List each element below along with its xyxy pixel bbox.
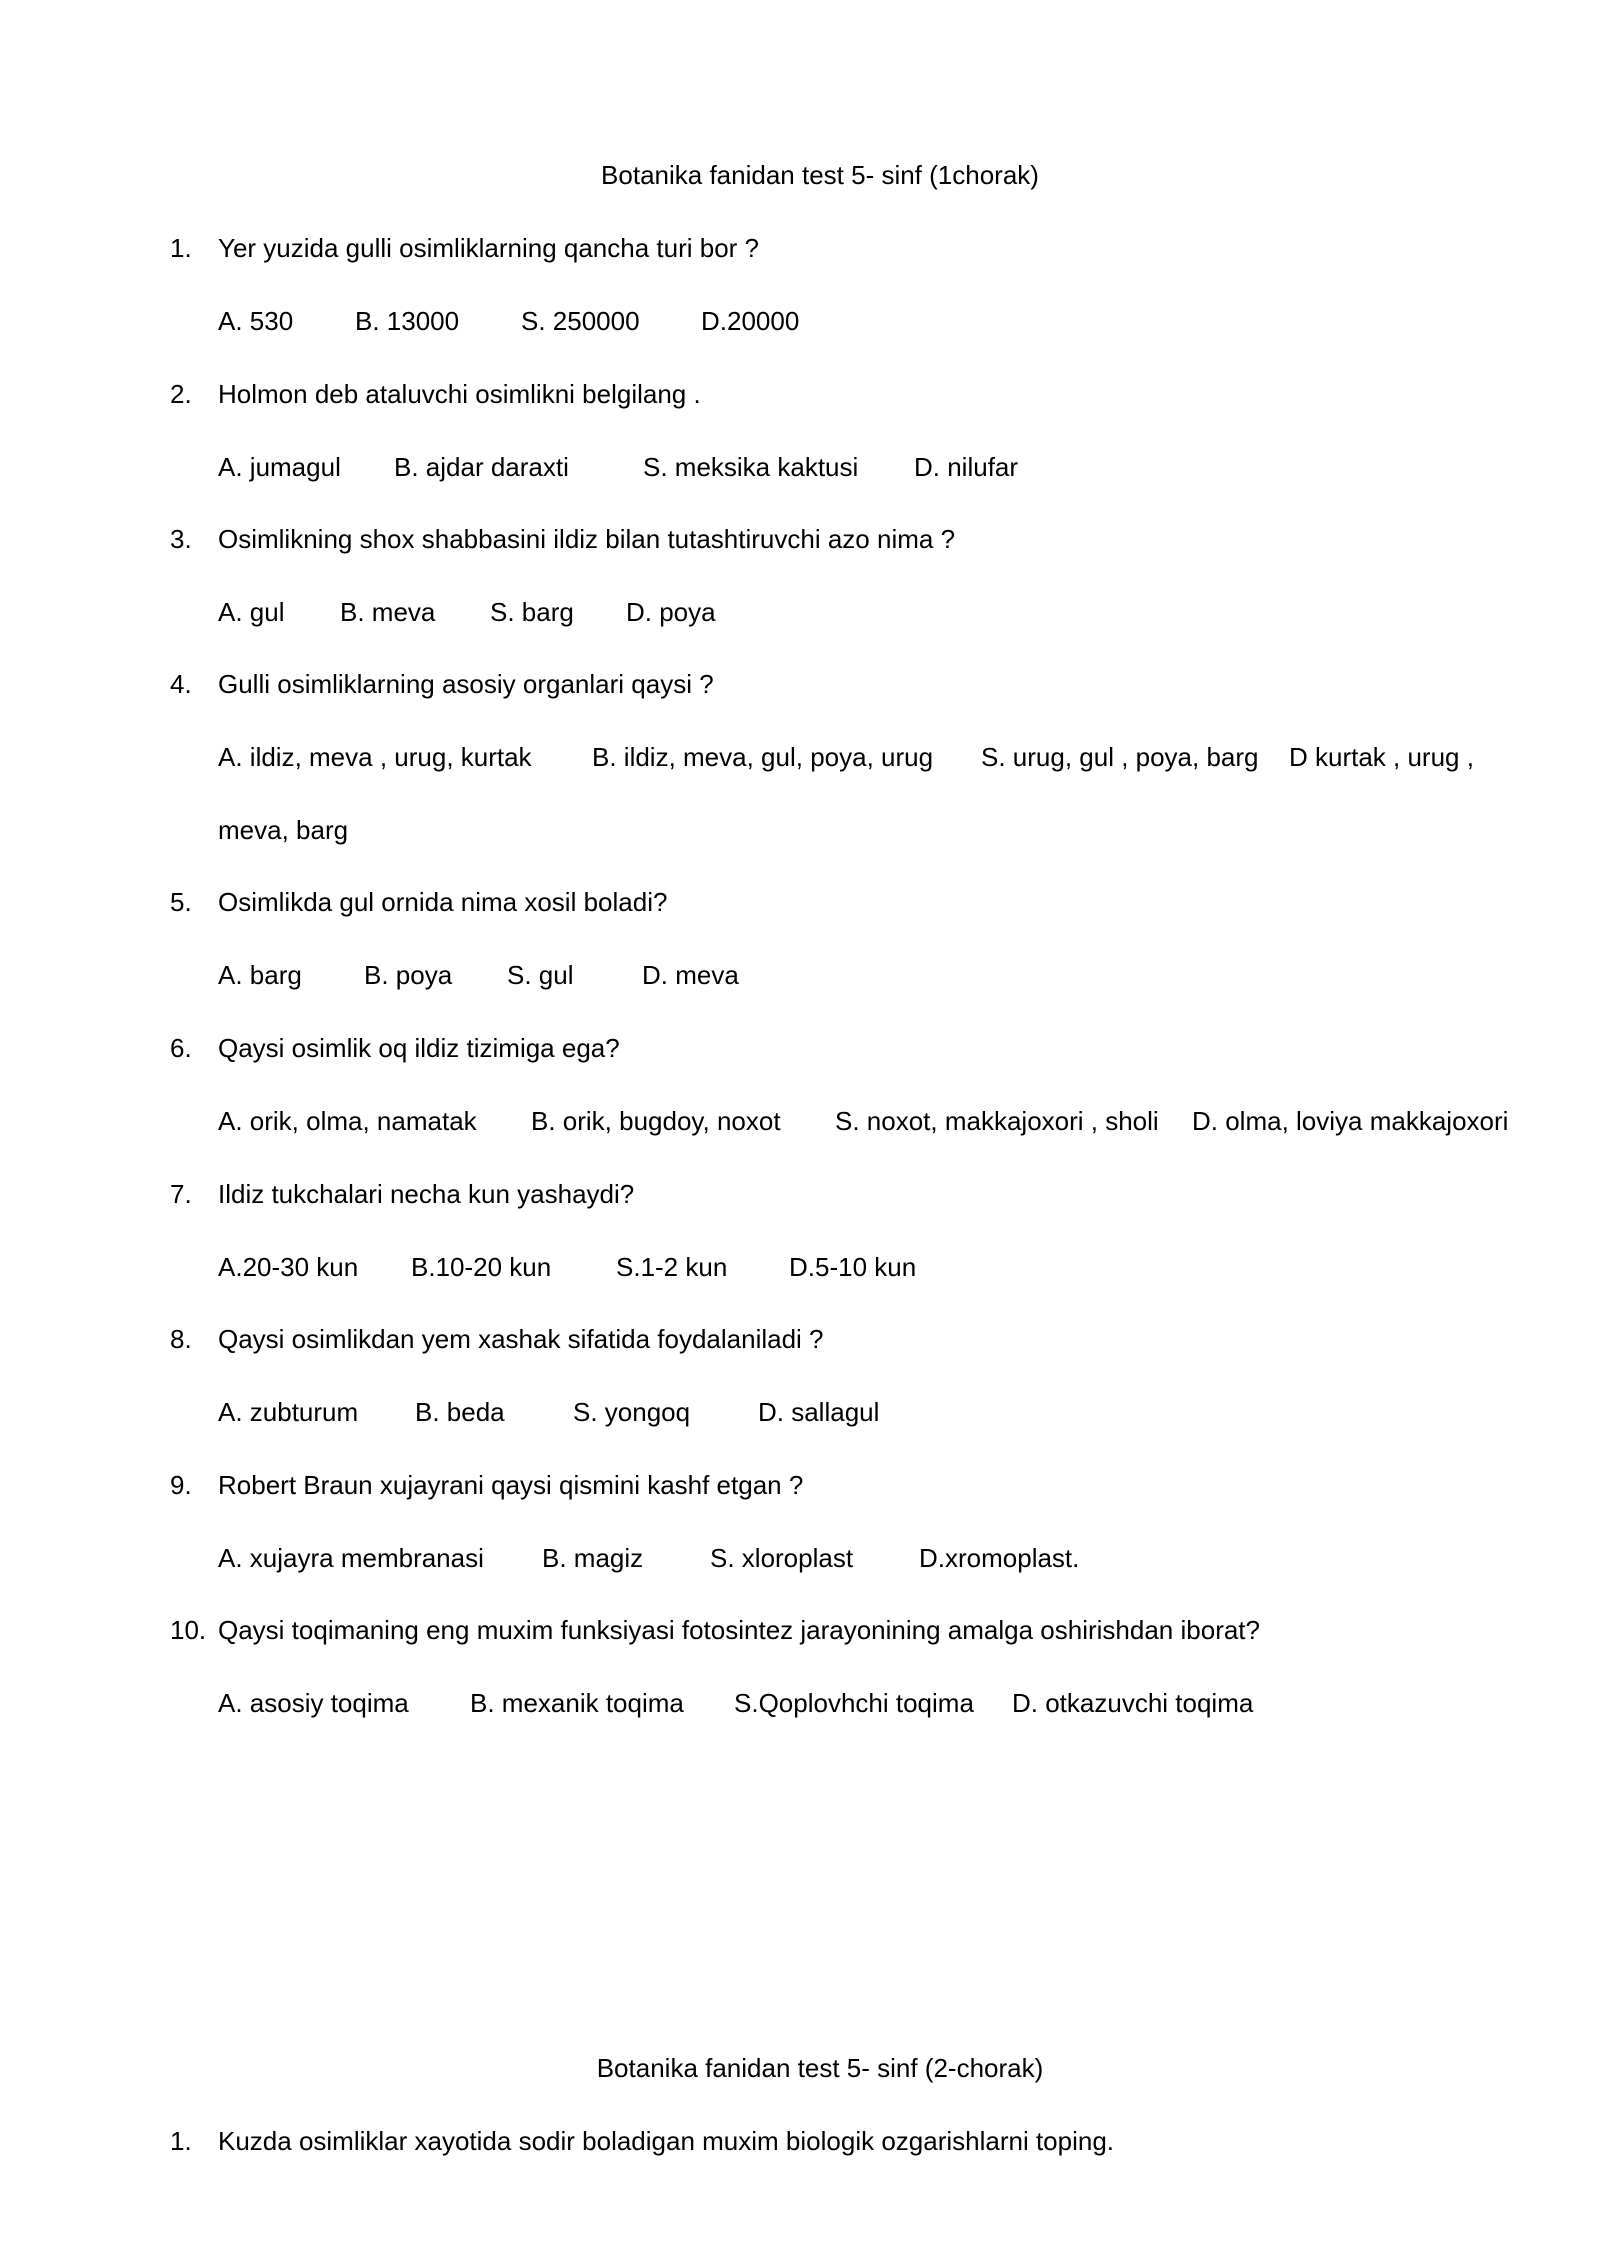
question-text: Osimlikda gul ornida nima xosil boladi?	[218, 887, 668, 917]
question-8	[170, 1323, 824, 1355]
option-a: A. orik, olma, namatak	[218, 1106, 477, 1136]
question-number: 3.	[170, 524, 192, 554]
question-text: Robert Braun xujayrani qaysi qismini kashf etgan ?	[218, 1470, 804, 1500]
question-text: Osimlikning shox shabbasini ildiz bilan tutashtiruvchi azo nima ?	[218, 524, 956, 554]
question-text: Ildiz tukchalari necha kun yashaydi?	[218, 1179, 635, 1209]
option-b: B. poya	[364, 960, 453, 990]
question-number: 6.	[170, 1033, 192, 1063]
question-text: Qaysi osimlikdan yem xashak sifatida foydalaniladi ?	[218, 1324, 824, 1354]
option-b: B. ildiz, meva, gul, poya, urug	[592, 742, 934, 772]
question-5-options	[218, 959, 739, 991]
option-s: S. noxot, makkajoxori , sholi	[835, 1106, 1159, 1136]
question-8-options	[218, 1396, 879, 1428]
question-2	[170, 378, 701, 410]
question-2-options	[218, 451, 1018, 483]
option-b: B. beda	[415, 1397, 505, 1427]
option-b: B. orik, bugdoy, noxot	[531, 1106, 781, 1136]
section-1-title: Botanika fanidan test 5- sinf (1chorak)	[601, 160, 1039, 190]
option-a: A. barg	[218, 960, 302, 990]
question-text: Qaysi osimlik oq ildiz tizimiga ega?	[218, 1033, 620, 1063]
option-a: A.20-30 kun	[218, 1252, 359, 1282]
question-number: 9.	[170, 1470, 192, 1500]
question-number: 10.	[170, 1615, 207, 1645]
question-4	[170, 668, 714, 700]
question-6	[170, 1032, 620, 1064]
option-b: B. meva	[340, 597, 436, 627]
question-4-options	[218, 741, 1474, 773]
question-4-options-continuation: meva, barg	[218, 815, 349, 845]
option-b: B. ajdar daraxti	[394, 452, 569, 482]
question-5	[170, 886, 667, 918]
question-text: Yer yuzida gulli osimliklarning qancha turi bor ?	[218, 233, 759, 263]
question-10	[170, 1614, 1260, 1646]
question-number: 8.	[170, 1324, 192, 1354]
question-1	[170, 232, 759, 264]
option-d: D. meva	[642, 960, 739, 990]
question-number: 4.	[170, 669, 192, 699]
option-s: S. meksika kaktusi	[643, 452, 859, 482]
question-7-options	[218, 1251, 916, 1283]
question-3-options	[218, 596, 716, 628]
option-s: S. xloroplast	[710, 1543, 854, 1573]
option-a: A. zubturum	[218, 1397, 359, 1427]
option-d: D. poya	[626, 597, 716, 627]
option-a: A. gul	[218, 597, 285, 627]
option-s: S.1-2 kun	[616, 1252, 728, 1282]
question-9	[170, 1469, 803, 1501]
option-a: A. ildiz, meva , urug, kurtak	[218, 742, 532, 772]
option-a: A. xujayra membranasi	[218, 1543, 484, 1573]
option-b: B.10-20 kun	[411, 1252, 552, 1282]
option-b: B. 13000	[355, 306, 460, 336]
option-s: S. urug, gul , poya, barg	[981, 742, 1259, 772]
option-s: S. gul	[507, 960, 574, 990]
option-d: D. nilufar	[914, 452, 1019, 482]
question-6-options	[218, 1105, 1508, 1137]
option-a: A. jumagul	[218, 452, 341, 482]
question-7	[170, 1178, 634, 1210]
option-a: A. asosiy toqima	[218, 1688, 409, 1718]
section-2-title: Botanika fanidan test 5- sinf (2-chorak)	[596, 2053, 1044, 2083]
option-d: D kurtak , urug ,	[1289, 742, 1474, 772]
option-d: D. otkazuvchi toqima	[1012, 1688, 1254, 1718]
question-text: Gulli osimliklarning asosiy organlari qaysi ?	[218, 669, 714, 699]
question-10-options	[218, 1687, 1253, 1719]
question-text: Holmon deb ataluvchi osimlikni belgilang .	[218, 379, 701, 409]
option-d: D.20000	[701, 306, 800, 336]
question-number: 2.	[170, 379, 192, 409]
question-number: 1.	[170, 2126, 192, 2156]
section-2-question-1	[170, 2125, 1114, 2157]
option-b: B. mexanik toqima	[470, 1688, 684, 1718]
option-s: S. barg	[490, 597, 574, 627]
option-b: B. magiz	[542, 1543, 644, 1573]
option-d: D.xromoplast.	[919, 1543, 1080, 1573]
question-number: 5.	[170, 887, 192, 917]
option-d: D. sallagul	[758, 1397, 880, 1427]
question-3	[170, 523, 955, 555]
question-9-options	[218, 1542, 1079, 1574]
option-d: D. olma, loviya makkajoxori	[1192, 1106, 1509, 1136]
question-text: Kuzda osimliklar xayotida sodir boladigan muxim biologik ozgarishlarni toping.	[218, 2126, 1115, 2156]
option-s: S.Qoplovhchi toqima	[734, 1688, 974, 1718]
question-text: Qaysi toqimaning eng muxim funksiyasi fotosintez jarayonining amalga oshirishdan iborat?	[218, 1615, 1260, 1645]
question-1-options	[218, 305, 799, 337]
option-s: S. yongoq	[573, 1397, 691, 1427]
question-number: 7.	[170, 1179, 192, 1209]
question-number: 1.	[170, 233, 192, 263]
option-d: D.5-10 kun	[789, 1252, 917, 1282]
option-a: A. 530	[218, 306, 294, 336]
option-s: S. 250000	[521, 306, 640, 336]
